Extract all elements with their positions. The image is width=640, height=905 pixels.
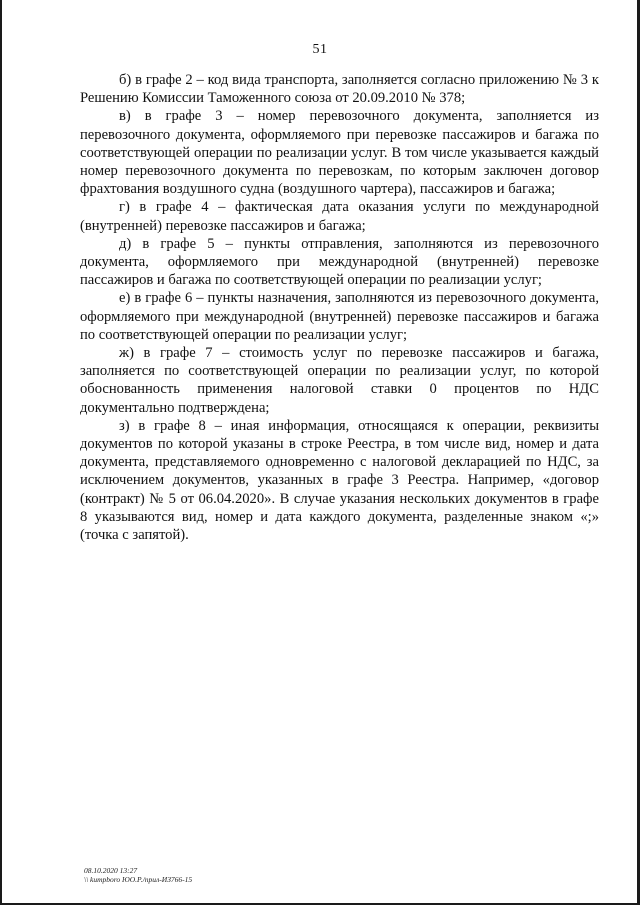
paragraph-v: в) в графе 3 – номер перевозочного документа, заполняется из перевозочного документа, оформляемого при перевозке пассажиров и багажа по соответствующей операции по реализации услуг. В том числе указывается каждый номер перевозочного документа по перевозкам, по которым заключен договор фрахтования воздушного судна (воздушного чартера), пассажиров и багажа;	[80, 108, 599, 198]
scan-edge-left	[0, 0, 2, 905]
paragraph-d: д) в графе 5 – пункты отправления, заполняются из перевозочного документа, оформляемого при международной (внутренней) перевозке пассажиров и багажа по соответствующей операции по реализации услуг;	[80, 235, 599, 289]
page-number: 51	[312, 42, 328, 57]
footer-timestamp: 08.10.2020 13:27	[84, 866, 138, 875]
paragraph-zh: ж) в графе 7 – стоимость услуг по перевозке пассажиров и багажа, заполняется по соответствующей операции по реализации услуг, по которой обоснованность применения налоговой ставки 0 процентов по НДС документально подтверждена;	[80, 345, 599, 416]
paragraph-e: е) в графе 6 – пункты назначения, заполняются из перевозочного документа, оформляемого при международной (внутренней) перевозке пассажиров и багажа по соответствующей операции по реализации услуг;	[80, 290, 599, 343]
paragraph-g: г) в графе 4 – фактическая дата оказания услуги по международной (внутренней) перевозке пассажиров и багажа;	[80, 199, 599, 234]
paragraph-z: з) в графе 8 – иная информация, относящаяся к операции, реквизиты документов по которой указаны в строке Реестра, в том числе вид, номер и дата документа, представляемого одновременно с налоговой декларацией по НДС, за исключением документов, указанных в графе 3 Реестра. Например, «договор (контракт) № 5 от 06.04.2020». В случае указания нескольких документов в графе 8 указываются вид, номер и дата каждого документа, разделенные знаком «;» (точка с запятой).	[80, 417, 599, 544]
document-footer	[84, 866, 192, 884]
paragraph-b: б) в графе 2 – код вида транспорта, заполняется согласно приложению № 3 к Решению Комиссии Таможенного союза от 20.09.2010 № 378;	[80, 72, 599, 107]
document-body	[80, 71, 599, 544]
footer-file-path: \\ kumpboro ЮО.Р./прил-ИЗ766-15	[84, 875, 193, 884]
